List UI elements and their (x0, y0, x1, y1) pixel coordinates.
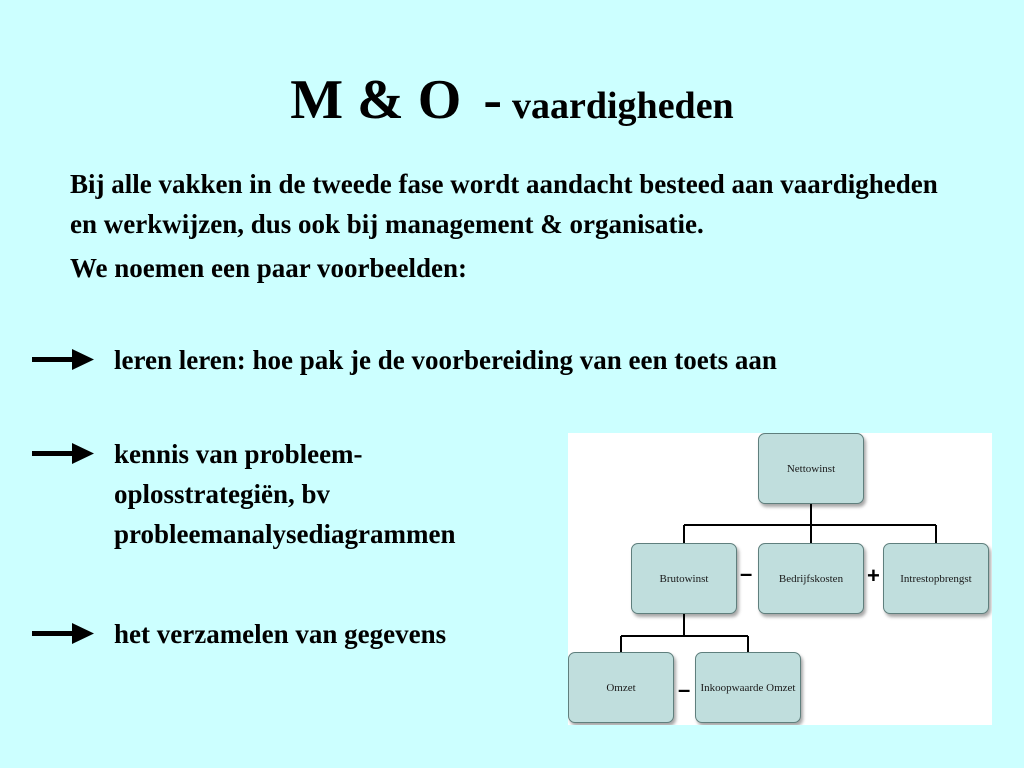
right-arrow-icon (32, 434, 94, 474)
bullet-text: kennis van probleem- oplosstrategiën, bv probleemanalysediagrammen (114, 439, 456, 549)
plus-operator: + (867, 563, 880, 588)
title-sub: vaardigheden (512, 85, 734, 127)
node-bedrijfskosten: Bedrijfskosten (758, 543, 864, 614)
title-separator: - (483, 69, 502, 131)
right-arrow-icon (32, 340, 94, 380)
node-omzet: Omzet (568, 652, 674, 723)
node-brutowinst: Brutowinst (631, 543, 737, 614)
intro-text (70, 164, 950, 288)
node-nettowinst: Nettowinst (758, 433, 864, 504)
minus-operator: – (678, 677, 691, 702)
bullet-text: leren leren: hoe pak je de voorbereiding van een toets aan (114, 345, 777, 375)
bullet-text: het verzamelen van gegevens (114, 619, 447, 649)
bullet-item (32, 614, 446, 654)
slide-title (0, 69, 1024, 131)
minus-operator: – (740, 561, 753, 586)
bullet-item (32, 434, 552, 554)
title-main: M & O (290, 69, 462, 131)
profit-tree-diagram (568, 433, 992, 725)
intro-paragraph-1: Bij alle vakken in de tweede fase wordt aandacht besteed aan vaardigheden en werkwijzen, dus ook bij management & organisatie. (70, 169, 938, 239)
bullet-item (32, 340, 777, 380)
right-arrow-icon (32, 614, 94, 654)
intro-paragraph-2: We noemen een paar voorbeelden: (70, 253, 467, 283)
node-intrestopbrengst: Intrestopbrengst (883, 543, 989, 614)
node-inkoopwaarde-omzet: Inkoopwaarde Omzet (695, 652, 801, 723)
